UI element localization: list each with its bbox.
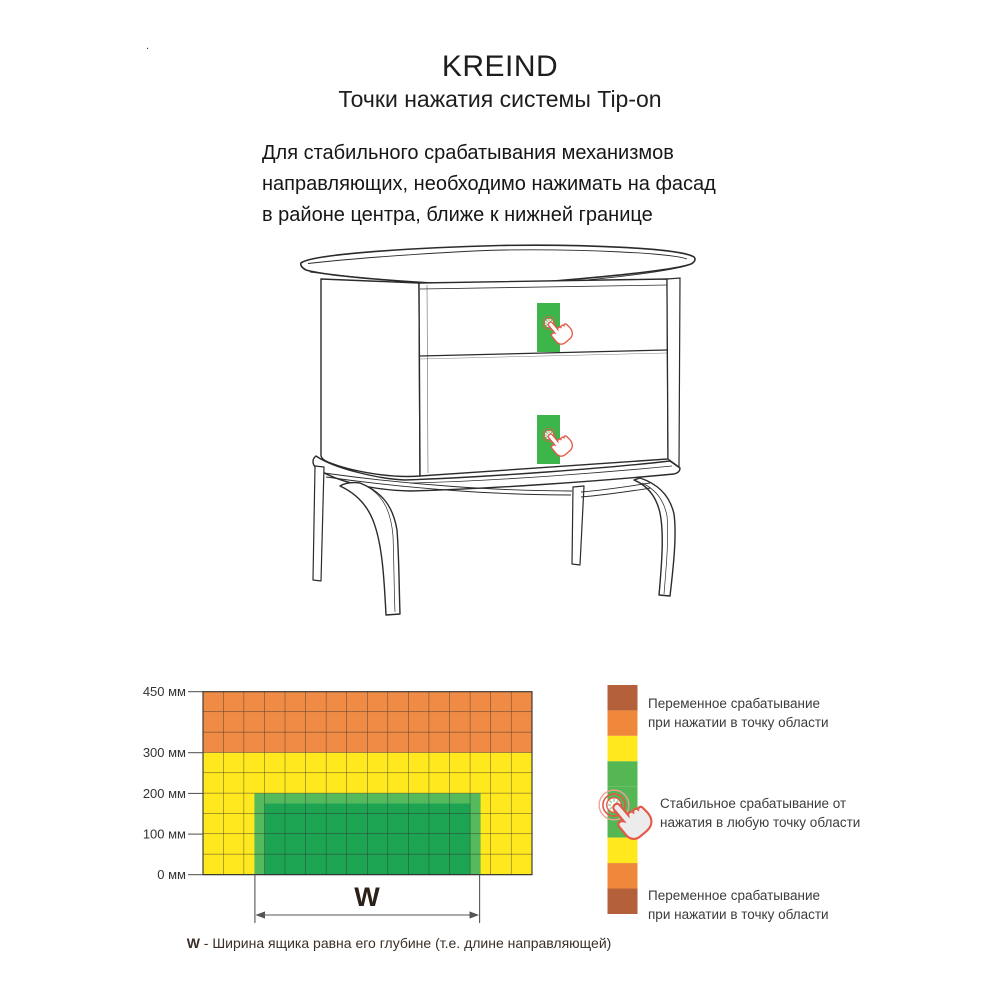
axis-labels	[143, 684, 186, 882]
intro-paragraph	[262, 138, 716, 231]
intro-line-2: направляющих, необходимо нажимать на фасад	[262, 173, 716, 195]
tick-0: 0 мм	[157, 867, 186, 883]
leg-back-left	[313, 466, 324, 581]
legend-seg-2	[608, 710, 638, 735]
page-title: Точки нажатия системы Tip-on	[338, 86, 662, 112]
tick-300: 300 мм	[142, 745, 186, 761]
nightstand-drawing	[250, 240, 750, 640]
legend-seg-7	[608, 838, 638, 863]
base-frame	[313, 456, 680, 615]
legend-bottom-line1: Переменное срабатывание	[648, 888, 821, 903]
legend-labels	[648, 696, 860, 922]
legend-bottom-line2: при нажатии в точку области	[648, 907, 829, 922]
grid-lines	[203, 692, 532, 875]
caption-bold-w: W	[186, 935, 200, 951]
leg-front-left	[340, 483, 400, 615]
width-label: W	[354, 882, 380, 912]
legend-mid-line2: нажатия в любую точку области	[660, 815, 861, 830]
press-zone-diagram	[0, 655, 1000, 985]
legend-top-line1: Переменное срабатывание	[648, 696, 821, 711]
axis-ticks	[188, 692, 203, 875]
side-panel-left	[321, 279, 420, 476]
legend-seg-8	[608, 863, 638, 888]
legend-seg-4	[608, 761, 638, 786]
legend-mid-line1: Стабильное срабатывание от	[660, 796, 847, 811]
rail-right-side	[581, 483, 651, 497]
leg-front-right	[634, 478, 675, 596]
legend-top-line2: при нажатии в точку области	[648, 715, 829, 730]
legend-seg-1	[608, 685, 638, 710]
diagram-caption	[187, 935, 612, 951]
tick-450: 450 мм	[142, 684, 186, 700]
intro-line-1: Для стабильного срабатывания механизмов	[262, 142, 674, 164]
corner-post-right	[667, 278, 680, 467]
tick-200: 200 мм	[142, 785, 186, 801]
cabinet-body	[321, 278, 680, 476]
caption-text: - Ширина ящика равна его глубине (т.е. длине направляющей)	[203, 935, 612, 951]
zone-grid	[203, 692, 532, 875]
legend-seg-9	[608, 889, 638, 914]
stray-dot: .	[146, 40, 150, 52]
tick-100: 100 мм	[142, 826, 186, 842]
leg-back-right	[572, 486, 584, 565]
legend-seg-3	[608, 736, 638, 761]
brand-title: KREIND	[441, 50, 559, 83]
intro-line-3: в районе центра, ближе к нижней границе	[262, 204, 653, 226]
